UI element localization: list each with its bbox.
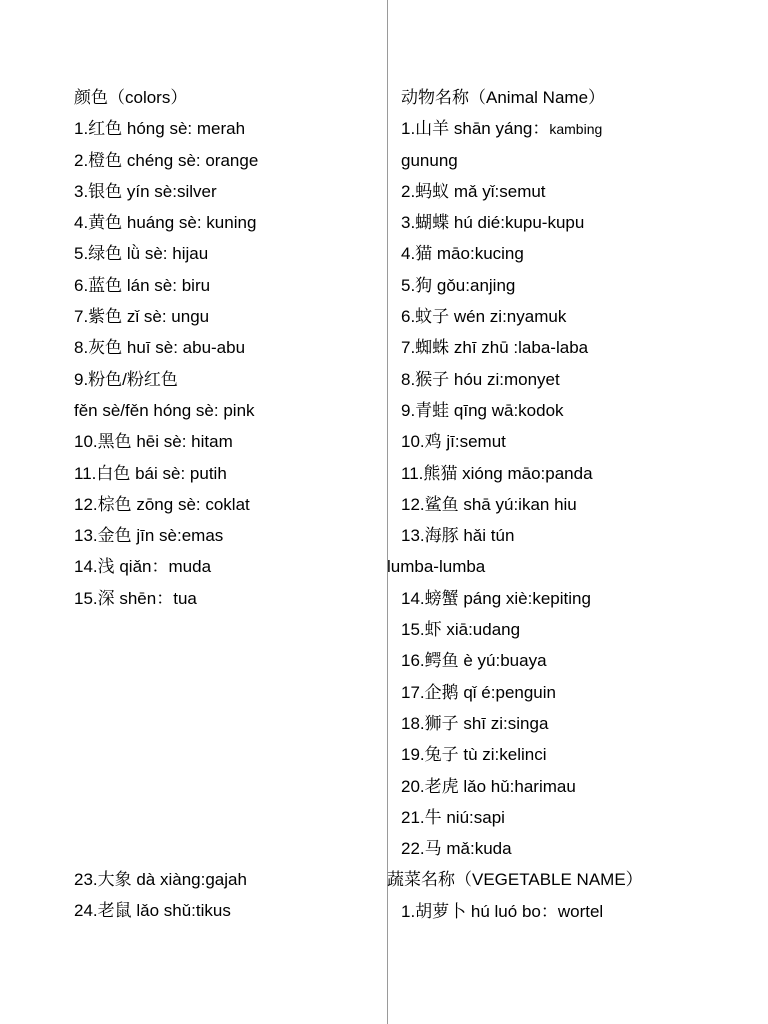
animal-item: 5.狗 gǒu:anjing [401, 275, 516, 295]
animal-item: 8.猴子 hóu zi:monyet [401, 369, 560, 389]
color-item-continuation: fěn sè/fěn hóng sè: pink [74, 400, 255, 420]
animals-heading: 动物名称（Animal Name） [401, 88, 606, 107]
animal-item: 17.企鹅 qǐ é:penguin [401, 682, 556, 702]
animal-item: 6.蚊子 wén zi:nyamuk [401, 307, 567, 327]
vegetables-heading: 蔬菜名称（VEGETABLE NAME） [387, 870, 643, 890]
animal-item: 7.蜘蛛 zhī zhū :laba-laba [401, 338, 589, 358]
color-item: 11.白色 bái sè: putih [74, 463, 227, 483]
animal-item [401, 117, 643, 148]
color-item: 4.黄色 huáng sè: kuning [74, 213, 257, 233]
animal-item: 18.狮子 shī zi:singa [401, 713, 549, 733]
animal-item-small: kambing [549, 121, 603, 138]
animal-item: 19.兔子 tù zi:kelinci [401, 745, 547, 765]
animal-item: 23.大象 dà xiàng:gajah [74, 870, 247, 889]
animal-item: gunung [401, 150, 458, 170]
color-item: 5.绿色 lǜ sè: hijau [74, 244, 209, 264]
animal-item: 9.青蛙 qīng wā:kodok [401, 400, 564, 420]
color-item: 9.粉色/粉红色 [74, 369, 178, 389]
animal-item: 16.鳄鱼 è yú:buaya [401, 651, 547, 671]
colors-list [74, 86, 258, 618]
animals-list-continued [74, 868, 247, 931]
animal-item: 4.猫 māo:kucing [401, 244, 524, 264]
animal-item: 14.螃蟹 páng xiè:kepiting [401, 588, 591, 608]
color-item: 1.红色 hóng sè: merah [74, 119, 246, 139]
animal-item: 15.虾 xiā:udang [401, 620, 521, 640]
color-item: 7.紫色 zǐ sè: ungu [74, 307, 210, 327]
color-item: 14.浅 qiǎn：muda [74, 557, 212, 577]
animal-item: 21.牛 niú:sapi [401, 807, 505, 827]
color-item: 15.深 shēn：tua [74, 588, 197, 608]
animal-item: 22.马 mǎ:kuda [401, 839, 512, 859]
vegetable-item: 1.胡萝卜 hú luó bo：wortel [401, 901, 604, 921]
color-item: 8.灰色 huī sè: abu-abu [74, 338, 246, 358]
animal-item: 13.海豚 hǎi tún [401, 526, 515, 546]
animal-item: 20.老虎 lǎo hǔ:harimau [401, 776, 576, 796]
color-item: 6.蓝色 lán sè: biru [74, 275, 211, 295]
color-item: 3.银色 yín sè:silver [74, 181, 217, 201]
animal-item: 24.老鼠 lǎo shǔ:tikus [74, 901, 231, 921]
color-item: 10.黑色 hēi sè: hitam [74, 432, 233, 452]
animal-item: 10.鸡 jī:semut [401, 432, 506, 452]
animal-item-main: 1.山羊 shān yáng： [401, 119, 550, 139]
animal-item: 11.熊猫 xióng māo:panda [401, 463, 593, 483]
color-item: 13.金色 jīn sè:emas [74, 526, 224, 546]
color-item: 2.橙色 chéng sè: orange [74, 150, 259, 170]
colors-heading: 颜色（colors） [74, 88, 188, 107]
animal-item: 12.鲨鱼 shā yú:ikan hiu [401, 494, 577, 514]
animal-item: 2.蚂蚁 mǎ yǐ:semut [401, 181, 546, 201]
animal-item: 3.蝴蝶 hú dié:kupu-kupu [401, 213, 585, 233]
animals-list [387, 86, 643, 931]
color-item: 12.棕色 zōng sè: coklat [74, 494, 250, 514]
animal-item-continuation: lumba-lumba [387, 557, 486, 577]
